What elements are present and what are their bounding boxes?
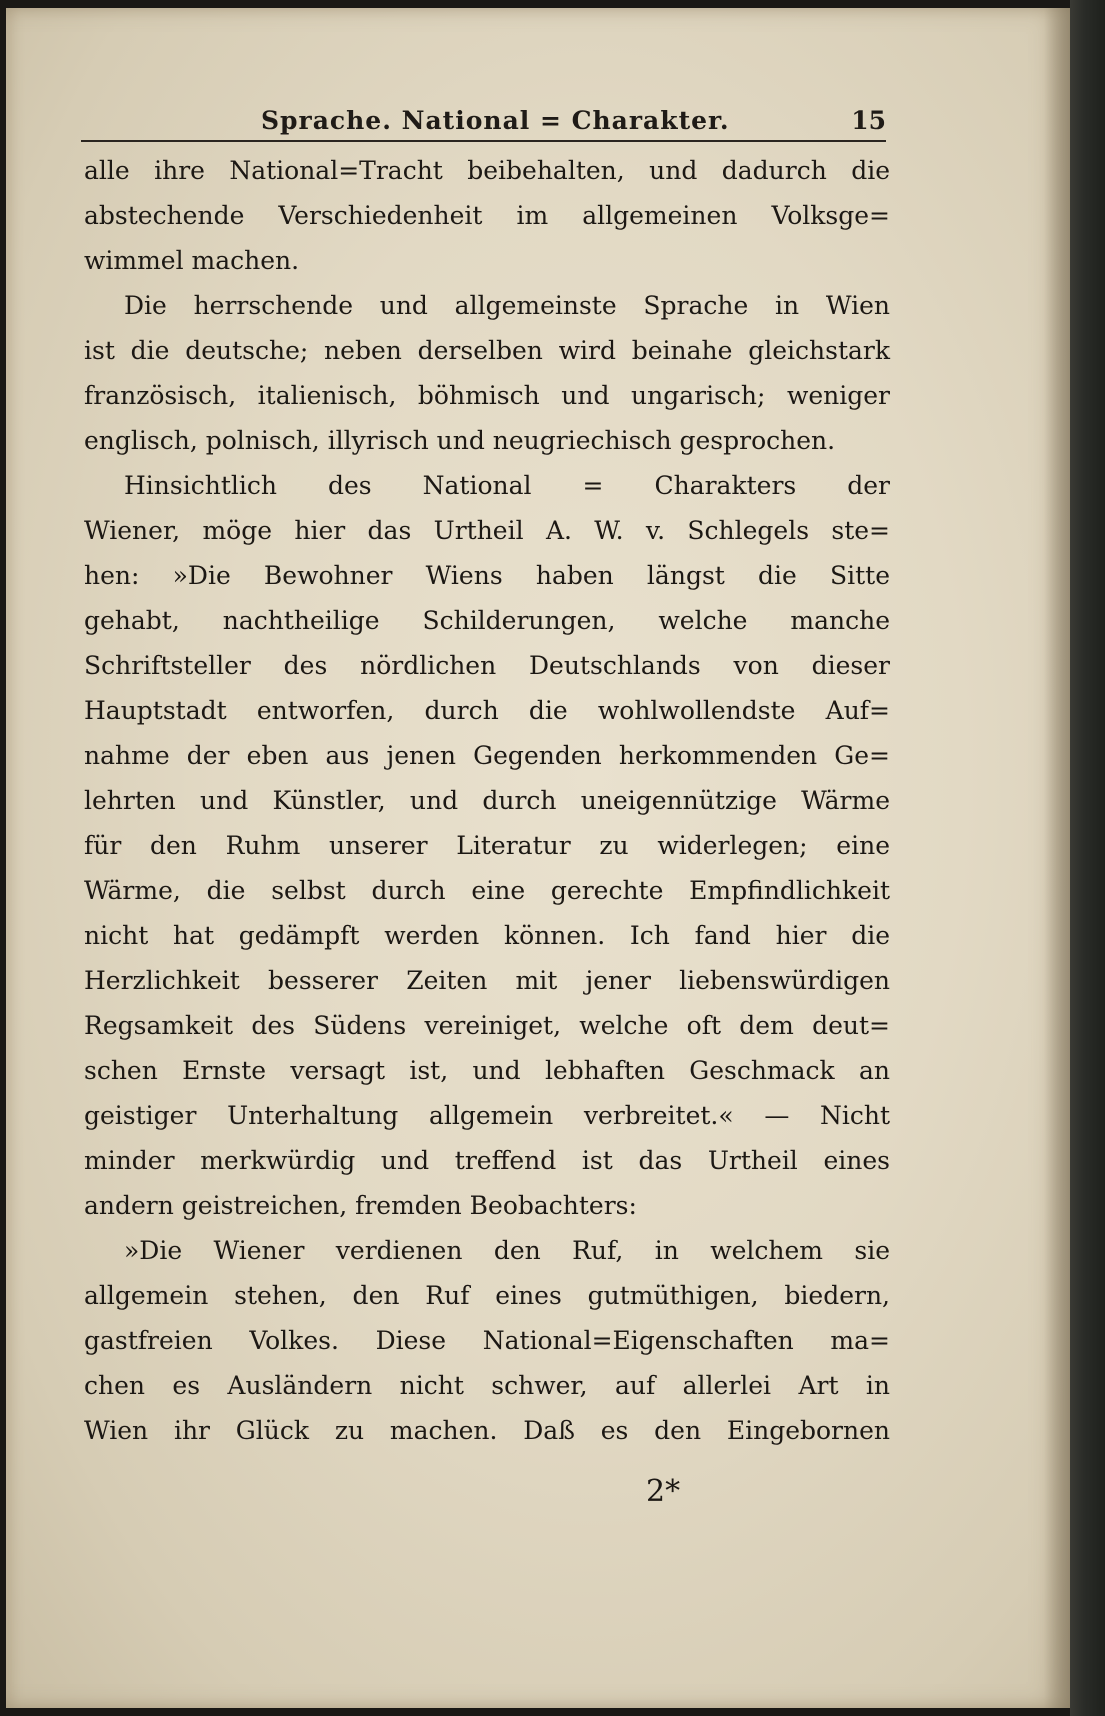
text-line: Regsamkeit des Südens vereiniget, welche oft dem deut= [84, 1011, 890, 1040]
signature-mark: 2* [646, 1474, 681, 1509]
page-number: 15 [851, 106, 886, 135]
text-line: Hinsichtlich des National = Charakters der [124, 471, 890, 500]
running-head: Sprache. National = Charakter. [261, 106, 730, 135]
text-line: hen: »Die Bewohner Wiens haben längst die Sitte [84, 561, 890, 590]
text-line: lehrten und Künstler, und durch uneigennützige Wärme [84, 786, 890, 815]
text-line: allgemein stehen, den Ruf eines gutmüthigen, biedern, [84, 1281, 890, 1310]
book-page [6, 8, 1070, 1708]
text-line: minder merkwürdig und treffend ist das Urtheil eines [84, 1146, 890, 1175]
text-line: Die herrschende und allgemeinste Sprache in Wien [124, 291, 890, 320]
text-line: für den Ruhm unserer Literatur zu widerlegen; eine [84, 831, 890, 860]
text-line: Wiener, möge hier das Urtheil A. W. v. Schlegels ste= [84, 516, 890, 545]
text-line: wimmel machen. [84, 246, 300, 275]
text-line: französisch, italienisch, böhmisch und ungarisch; weniger [84, 381, 890, 410]
text-line: Hauptstadt entworfen, durch die wohlwollendste Auf= [84, 696, 890, 725]
text-line: Wärme, die selbst durch eine gerechte Empfindlichkeit [84, 876, 890, 905]
text-line: »Die Wiener verdienen den Ruf, in welchem sie [124, 1236, 890, 1265]
book-spine-edge [1070, 0, 1105, 1716]
text-line: Wien ihr Glück zu machen. Daß es den Eingebornen [84, 1416, 890, 1445]
text-line: Schriftsteller des nördlichen Deutschlands von dieser [84, 651, 890, 680]
page-header [81, 100, 886, 142]
text-line: nahme der eben aus jenen Gegenden herkommenden Ge= [84, 741, 890, 770]
body-text [84, 148, 890, 1453]
text-line: chen es Ausländern nicht schwer, auf allerlei Art in [84, 1371, 890, 1400]
text-line: andern geistreichen, fremden Beobachters: [84, 1191, 637, 1220]
text-line: Herzlichkeit besserer Zeiten mit jener liebenswürdigen [84, 966, 890, 995]
text-line: gehabt, nachtheilige Schilderungen, welche manche [84, 606, 890, 635]
text-line: gastfreien Volkes. Diese National=Eigenschaften ma= [84, 1326, 890, 1355]
text-line: nicht hat gedämpft werden können. Ich fand hier die [84, 921, 890, 950]
text-line: schen Ernste versagt ist, und lebhaften Geschmack an [84, 1056, 890, 1085]
text-line: geistiger Unterhaltung allgemein verbreitet.« — Nicht [84, 1101, 890, 1130]
text-line: englisch, polnisch, illyrisch und neugriechisch gesprochen. [84, 426, 836, 455]
text-line: abstechende Verschiedenheit im allgemeinen Volksge= [84, 201, 890, 230]
text-line: alle ihre National=Tracht beibehalten, und dadurch die [84, 156, 890, 185]
text-line: ist die deutsche; neben derselben wird beinahe gleichstark [84, 336, 890, 365]
